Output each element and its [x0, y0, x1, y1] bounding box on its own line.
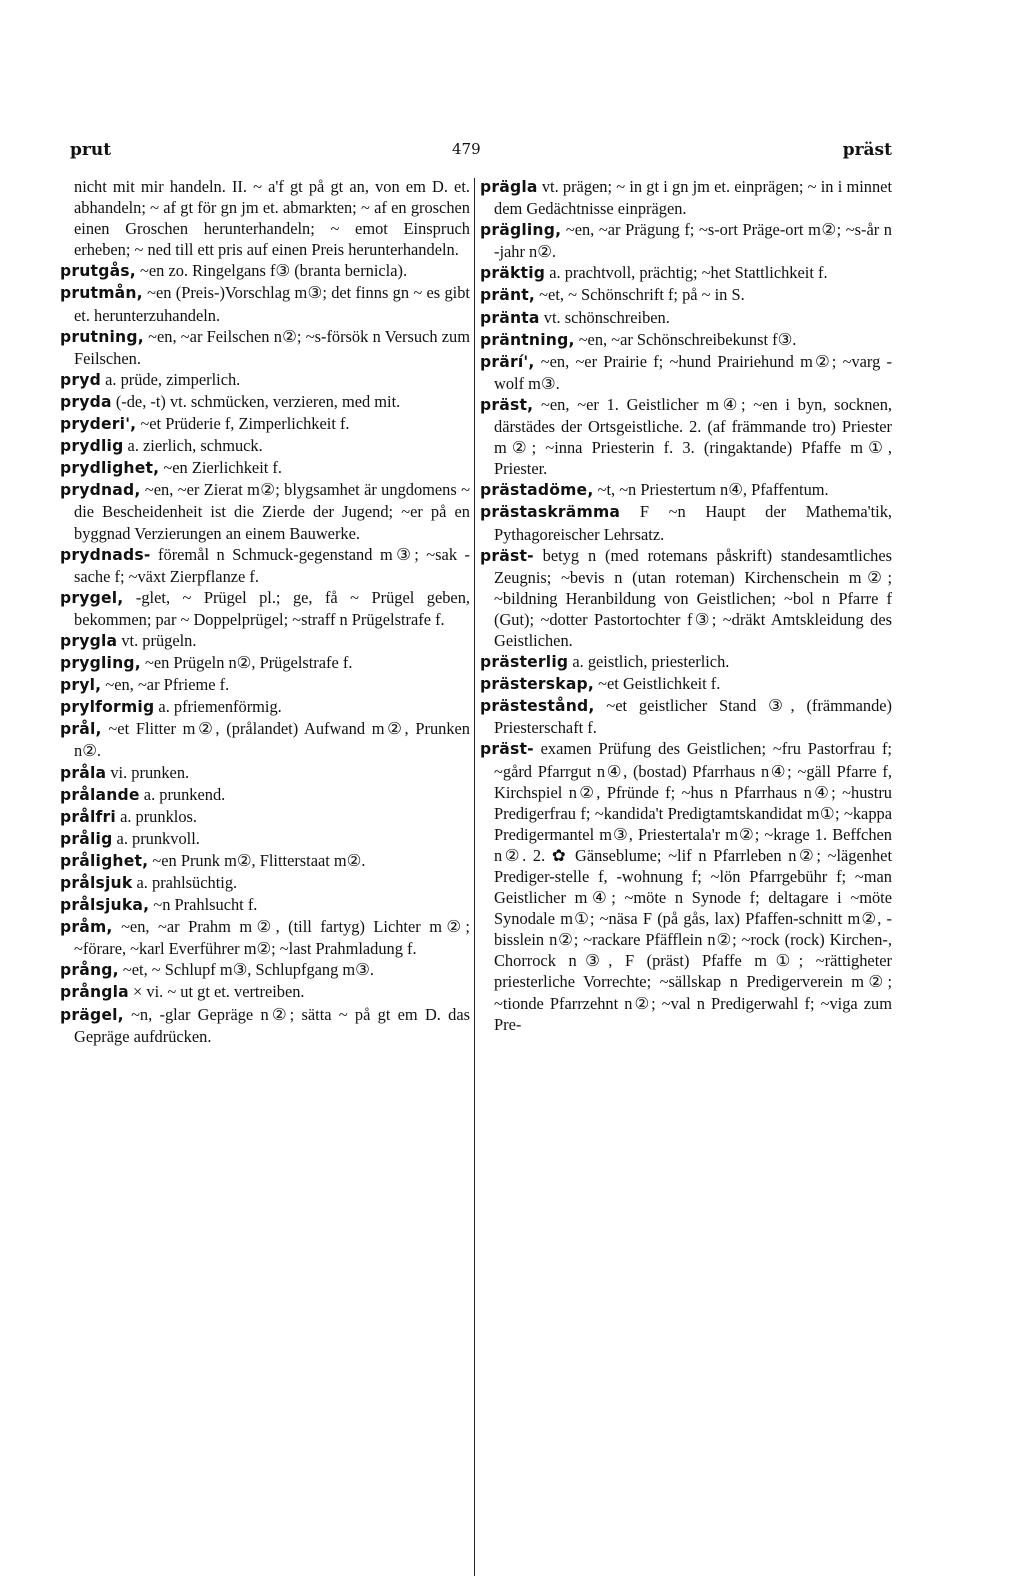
dictionary-entry — [480, 695, 892, 738]
entry-definition: a. prunkvoll. — [116, 828, 200, 848]
entry-definition: a. prachtvoll, prächtig; ~het Stattlichkeit f. — [549, 263, 828, 283]
entry-headword: prärí', — [480, 352, 535, 371]
entry-definition: a. prüde, zimperlich. — [105, 369, 241, 389]
entry-definition: ~t, ~n Priestertum n④, Pfaffentum. — [597, 480, 829, 500]
running-head-right: präst — [842, 140, 892, 160]
entry-headword: prål, — [60, 720, 102, 739]
entry-definition: vi. prunken. — [110, 762, 190, 782]
entry-headword: prästerskap, — [480, 675, 595, 694]
dictionary-entry — [480, 479, 892, 501]
entry-definition: betyg n (med rotemans påskrift) standesamtliches Zeugnis; ~bevis n (utan roteman) Kirchenschein m②; ~bildning Heranbildung von Geistlichen; ~bol n Pfarre f (Gut); ~dotter Pastortochter f③; ~dräkt Amtskleidung des Geistlichen. — [494, 545, 892, 650]
entry-definition: ~en, ~er Zierat m②; blygsamhet är ungdomens ~ die Bescheidenheit ist die Zierde der Jugend; ~er på en byggnad Verzierungen an einem Bauwerke. — [74, 480, 470, 543]
dictionary-entry — [480, 351, 892, 394]
dictionary-entry — [60, 587, 470, 630]
entry-definition: ~en, ~er Prairie f; ~hund Prairiehund m②; ~varg -wolf m③. — [494, 351, 892, 393]
entry-definition: a. geistlich, priesterlich. — [572, 652, 730, 672]
entry-headword: pränta — [480, 308, 540, 327]
dictionary-entry — [480, 307, 892, 329]
entry-headword: prästestånd, — [480, 697, 595, 716]
entry-definition: ~en, ~ar Prahm m②, (till fartyg) Lichter m②; ~förare, ~karl Everführer m②; ~last Prahmladung f. — [74, 917, 470, 959]
dictionary-entry — [60, 806, 470, 828]
entry-headword: prydnads- — [60, 545, 151, 564]
entry-definition: × vi. ~ ut gt et. vertreiben. — [133, 982, 305, 1002]
entry-headword: präst- — [480, 546, 534, 565]
dictionary-entry — [480, 394, 892, 479]
entry-headword: prästerlig — [480, 653, 569, 672]
dictionary-entry — [60, 872, 470, 894]
dictionary-entry — [60, 652, 470, 674]
dictionary-entry — [60, 479, 470, 543]
dictionary-entry — [480, 262, 892, 284]
left-column — [60, 176, 470, 1047]
entry-headword: prålig — [60, 829, 113, 848]
entry-definition: a. prahlsüchtig. — [136, 873, 238, 892]
entry-definition: ~et Prüderie f, Zimperlichkeit f. — [140, 414, 350, 434]
dictionary-entry — [60, 696, 470, 718]
entry-headword: präntning, — [480, 330, 575, 349]
entry-definition: ~et, ~ Schlupf m③, Schlupfgang m③. — [122, 960, 374, 980]
entry-headword: pråla — [60, 763, 107, 782]
dictionary-entry — [60, 630, 470, 652]
entry-headword: präst, — [480, 395, 534, 414]
dictionary-entry — [60, 959, 470, 981]
entry-headword: prygla — [60, 631, 118, 650]
dictionary-entry — [60, 326, 470, 369]
entry-definition: ~et Geistlichkeit f. — [598, 674, 721, 694]
dictionary-entry — [60, 457, 470, 479]
entry-definition: föremål n Schmuck-gegenstand m③; ~sak -sache f; ~växt Zierpflanze f. — [74, 544, 470, 586]
dictionary-entry — [60, 1004, 470, 1047]
dictionary-entry — [60, 784, 470, 806]
entry-headword: prygling, — [60, 654, 141, 673]
dictionary-entry — [60, 413, 470, 435]
dictionary-entry — [480, 673, 892, 695]
entry-definition: ~et Flitter m②, (prålandet) Aufwand m②, Prunken n②. — [74, 719, 470, 761]
entry-headword: präst- — [480, 740, 534, 759]
running-head-left: prut — [70, 140, 112, 160]
entry-definition: a. zierlich, schmuck. — [127, 436, 263, 456]
entry-definition: ~n Prahlsucht f. — [153, 895, 258, 915]
entry-headword: prålande — [60, 785, 140, 804]
entry-definition: ~en, ~ar Prägung f; ~s-ort Präge-ort m②; ~s-år n -jahr n②. — [494, 220, 892, 262]
dictionary-entry — [60, 828, 470, 850]
dictionary-entry — [60, 544, 470, 587]
dictionary-entry — [60, 916, 470, 959]
dictionary-entry — [60, 435, 470, 457]
entry-definition: ~en, ~ar Schönschreibekunst f③. — [578, 329, 797, 349]
page-number: 479 — [452, 140, 481, 158]
dictionary-entry — [60, 894, 470, 916]
entry-headword: prylformig — [60, 698, 155, 717]
entry-definition: ~en, ~ar Feilschen n②; ~s-försök n Versuch zum Feilschen. — [74, 326, 470, 368]
dictionary-entry — [60, 850, 470, 872]
entry-definition: a. prunkend. — [143, 784, 226, 804]
entry-definition: vt. prügeln. — [121, 630, 197, 650]
dictionary-entry — [60, 260, 470, 282]
dictionary-entry — [480, 329, 892, 351]
entry-definition: vt. prägen; ~ in gt i gn jm et. einprägen; ~ in i minnet dem Gedächtnisse einprägen. — [494, 177, 892, 219]
entry-headword: prästadöme, — [480, 481, 594, 500]
continuation-text: nicht mit mir handeln. II. ~ a'f gt på gt an, von em D. et. abhandeln; ~ af gt för gn jm et. abmarkten; ~ af en groschen einen Groschen herunterhandeln; ~ emot Einspruch erheben; ~ ned till ett pris auf einen Preis herunterhandeln. — [74, 177, 470, 260]
entry-definition: ~en Zierlichkeit f. — [163, 458, 282, 478]
entry-headword: pryl, — [60, 676, 102, 695]
dictionary-entry — [480, 176, 892, 219]
entry-definition: ~et geistlicher Stand ③, (främmande) Priesterschaft f. — [494, 696, 892, 738]
dictionary-entry — [60, 391, 470, 413]
entry-headword: prygel, — [60, 588, 124, 607]
dictionary-entry — [60, 674, 470, 696]
entry-headword: prångla — [60, 983, 129, 1002]
dictionary-entry — [480, 545, 892, 651]
entry-headword: prydlighet, — [60, 459, 160, 478]
dictionary-entry — [60, 762, 470, 784]
entry-definition: ~en Prügeln n②, Prügelstrafe f. — [144, 653, 353, 673]
dictionary-entry — [480, 651, 892, 673]
entry-definition: -glet, ~ Prügel pl.; ge, få ~ Prügel geben, bekommen; par ~ Doppelprügel; ~straff n Prügelstrafe f. — [74, 587, 470, 629]
entry-headword: prång, — [60, 961, 119, 980]
entry-definition: ~en Prunk m②, Flitterstaat m②. — [152, 850, 366, 870]
entry-headword: prästaskrämma — [480, 503, 621, 522]
entry-headword: pränt, — [480, 286, 536, 305]
entry-definition: ~en zo. Ringelgans f③ (branta bernicla). — [140, 261, 408, 281]
entry-headword: prägla — [480, 178, 538, 196]
entry-headword: pråm, — [60, 918, 113, 937]
entry-headword: prutmån, — [60, 284, 143, 303]
entry-headword: prålfri — [60, 807, 116, 826]
entry-headword: prålighet, — [60, 851, 149, 870]
dictionary-entry — [60, 282, 470, 325]
dictionary-entry — [60, 981, 470, 1003]
entry-headword: pryda — [60, 392, 112, 411]
entry-headword: prägling, — [480, 221, 562, 240]
entry-definition: ~n, -glar Gepräge n②; sätta ~ på gt em D. das Gepräge aufdrücken. — [74, 1004, 470, 1046]
entry-definition: a. pfriemenförmig. — [158, 697, 282, 717]
entry-definition: ~en, ~er 1. Geistlicher m④; ~en i byn, socknen, därstädes der Ortsgeistliche. 2. (af främmande tro) Priester m②; ~inna Priesterin f. 3. (ringaktande) Pfaffe m①, Priester. — [494, 394, 892, 479]
entry-headword: prålsjuk — [60, 874, 133, 892]
entry-headword: prutgås, — [60, 262, 136, 281]
entry-headword: prydnad, — [60, 481, 141, 500]
entry-headword: präktig — [480, 264, 546, 283]
column-divider — [474, 178, 475, 1576]
dictionary-entry — [480, 219, 892, 262]
entry-headword: prutning, — [60, 327, 144, 346]
entry-definition: ~et, ~ Schönschrift f; på ~ in S. — [539, 285, 745, 305]
entry-definition: (-de, -t) vt. schmücken, verzieren, med mit. — [115, 391, 401, 411]
dictionary-entry — [480, 501, 892, 544]
entry-headword: prägel, — [60, 1005, 124, 1024]
entry-definition: F ~n Haupt der Mathema'tik, Pythagoreischer Lehrsatz. — [494, 502, 892, 544]
entry-headword: prålsjuka, — [60, 896, 150, 915]
entry-headword: pryd — [60, 370, 101, 389]
entry-definition: examen Prüfung des Geistlichen; ~fru Pastorfrau f; ~gård Pfarrgut n④, (bostad) Pfarrhaus n④; ~gäll Pfarre f, Kirchspiel n②, Pfründe f; ~hus n Pfarrhaus n④; ~hustru Predigerfrau f; ~kandida't Predigtamtskandidat m①; ~kappa Predigermantel m③, Priestertala'r m②; ~krage 1. Beffchen n②. 2. ✿ Gänseblume; ~lif n Pfarrleben n②; ~lägenhet Prediger-stelle f, -wohnung f; ~lön Pfarrgebühr f; ~man Geistlicher m④; ~möte n Synode f; deltagare i ~möte Synodale m①; ~näsa F (på gås, lax) Pfaffen-schnitt m②, -bisslein n②; ~rackare Pfäfflein n②; ~rock (rock) Kirchen-, Chorrock n③, F (präst) Pfaffe m①; ~rättigheter priesterliche Vorrechte; ~sällskap n Predigerverein m②; ~tionde Pfarrzehnt n②; ~val n Predigerwahl f; ~viga zum Pre- — [494, 739, 892, 1034]
entry-definition: a. prunklos. — [120, 806, 197, 826]
dictionary-entry — [480, 738, 892, 1034]
dictionary-entry — [60, 718, 470, 761]
entry-definition: ~en, ~ar Pfrieme f. — [105, 675, 230, 695]
dictionary-entry — [60, 369, 470, 391]
entry-definition: ~en (Preis-)Vorschlag m③; det finns gn ~ es gibt et. herunterzuhandeln. — [74, 283, 470, 325]
entry-definition: vt. schönschreiben. — [543, 307, 670, 327]
entry-headword: prydlig — [60, 437, 124, 456]
right-column — [480, 176, 892, 1035]
entry-headword: pryderi', — [60, 415, 137, 434]
dictionary-entry — [480, 284, 892, 306]
